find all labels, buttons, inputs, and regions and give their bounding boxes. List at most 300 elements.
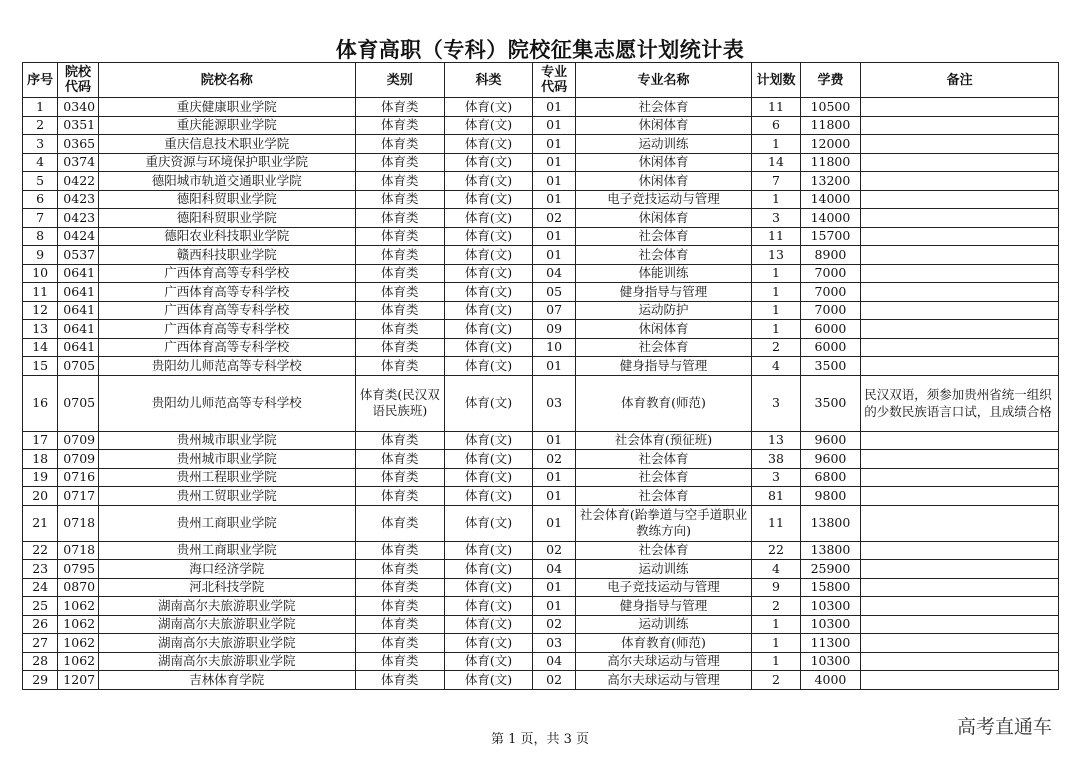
cell-note: 民汉双语，须参加贵州省统一组织的少数民族语言口试，且成绩合格 (861, 375, 1059, 431)
cell-category: 体育类 (355, 541, 444, 560)
cell-school-code: 0705 (58, 375, 98, 431)
cell-school-name: 贵州工程职业学院 (98, 468, 355, 487)
cell-category: 体育类 (355, 116, 444, 135)
cell-subject: 体育(文) (444, 560, 533, 579)
cell-plan: 3 (752, 468, 800, 487)
cell-school-code: 0705 (58, 357, 98, 376)
cell-subject: 体育(文) (444, 190, 533, 209)
cell-subject: 体育(文) (444, 431, 533, 450)
table-row (23, 301, 1059, 320)
cell-major-name: 社会体育 (575, 227, 752, 246)
cell-major-name: 电子竞技运动与管理 (575, 578, 752, 597)
cell-major-code: 04 (533, 264, 575, 283)
cell-plan: 3 (752, 375, 800, 431)
cell-subject: 体育(文) (444, 116, 533, 135)
cell-note (861, 671, 1059, 690)
cell-note (861, 487, 1059, 506)
header-plan: 计划数 (752, 63, 800, 98)
header-category: 类别 (355, 63, 444, 98)
table-row (23, 505, 1059, 541)
cell-plan: 2 (752, 671, 800, 690)
cell-category: 体育类 (355, 153, 444, 172)
cell-seq: 18 (23, 450, 58, 469)
cell-fee: 7000 (800, 301, 861, 320)
table-row (23, 172, 1059, 191)
cell-major-code: 01 (533, 487, 575, 506)
cell-note (861, 357, 1059, 376)
cell-seq: 9 (23, 246, 58, 265)
cell-major-code: 02 (533, 541, 575, 560)
cell-subject: 体育(文) (444, 597, 533, 616)
cell-note (861, 634, 1059, 653)
table-row (23, 541, 1059, 560)
cell-school-code: 0717 (58, 487, 98, 506)
cell-fee: 15700 (800, 227, 861, 246)
cell-category: 体育类 (355, 301, 444, 320)
plan-table-container (22, 62, 1059, 690)
cell-category: 体育类 (355, 671, 444, 690)
page-title: 体育高职（专科）院校征集志愿计划统计表 (335, 38, 745, 62)
cell-school-name: 贵阳幼儿师范高等专科学校 (98, 375, 355, 431)
header-note: 备注 (861, 63, 1059, 98)
cell-category: 体育类 (355, 98, 444, 117)
cell-subject: 体育(文) (444, 634, 533, 653)
cell-school-code: 0709 (58, 431, 98, 450)
cell-subject: 体育(文) (444, 227, 533, 246)
cell-fee: 10300 (800, 615, 861, 634)
cell-subject: 体育(文) (444, 264, 533, 283)
cell-seq: 29 (23, 671, 58, 690)
cell-school-code: 0709 (58, 450, 98, 469)
header-seq: 序号 (23, 63, 58, 98)
table-row (23, 431, 1059, 450)
cell-school-name: 广西体育高等专科学校 (98, 338, 355, 357)
cell-category: 体育类 (355, 338, 444, 357)
cell-school-name: 贵州城市职业学院 (98, 450, 355, 469)
cell-plan: 22 (752, 541, 800, 560)
cell-note (861, 468, 1059, 487)
cell-school-code: 0424 (58, 227, 98, 246)
cell-seq: 26 (23, 615, 58, 634)
cell-major-name: 运动防护 (575, 301, 752, 320)
cell-plan: 2 (752, 597, 800, 616)
cell-major-code: 01 (533, 172, 575, 191)
cell-note (861, 172, 1059, 191)
cell-subject: 体育(文) (444, 450, 533, 469)
cell-fee: 14000 (800, 209, 861, 228)
cell-subject: 体育(文) (444, 246, 533, 265)
cell-fee: 11800 (800, 153, 861, 172)
cell-school-code: 0641 (58, 264, 98, 283)
cell-subject: 体育(文) (444, 338, 533, 357)
cell-school-name: 广西体育高等专科学校 (98, 301, 355, 320)
cell-major-code: 03 (533, 634, 575, 653)
cell-school-code: 0716 (58, 468, 98, 487)
cell-note (861, 560, 1059, 579)
cell-category: 体育类 (355, 172, 444, 191)
cell-category: 体育类 (355, 227, 444, 246)
header-fee: 学费 (800, 63, 861, 98)
cell-seq: 25 (23, 597, 58, 616)
cell-major-code: 02 (533, 671, 575, 690)
table-row (23, 560, 1059, 579)
table-row (23, 338, 1059, 357)
cell-note (861, 209, 1059, 228)
cell-seq: 22 (23, 541, 58, 560)
cell-plan: 38 (752, 450, 800, 469)
cell-subject: 体育(文) (444, 172, 533, 191)
cell-school-code: 0718 (58, 505, 98, 541)
table-row (23, 375, 1059, 431)
cell-major-code: 01 (533, 468, 575, 487)
cell-category: 体育类 (355, 450, 444, 469)
cell-category: 体育类 (355, 431, 444, 450)
cell-school-name: 重庆健康职业学院 (98, 98, 355, 117)
cell-fee: 11300 (800, 634, 861, 653)
cell-major-code: 02 (533, 615, 575, 634)
cell-major-name: 社会体育 (575, 468, 752, 487)
cell-subject: 体育(文) (444, 357, 533, 376)
cell-fee: 6000 (800, 320, 861, 339)
cell-school-name: 重庆能源职业学院 (98, 116, 355, 135)
cell-category: 体育类 (355, 320, 444, 339)
cell-note (861, 116, 1059, 135)
table-row (23, 209, 1059, 228)
cell-subject: 体育(文) (444, 301, 533, 320)
cell-school-code: 0795 (58, 560, 98, 579)
cell-major-name: 社会体育 (575, 338, 752, 357)
cell-fee: 10300 (800, 652, 861, 671)
cell-plan: 1 (752, 634, 800, 653)
table-row (23, 652, 1059, 671)
cell-major-code: 01 (533, 357, 575, 376)
cell-school-name: 湖南高尔夫旅游职业学院 (98, 652, 355, 671)
cell-subject: 体育(文) (444, 468, 533, 487)
cell-major-code: 01 (533, 135, 575, 154)
cell-major-name: 运动训练 (575, 560, 752, 579)
cell-major-code: 01 (533, 98, 575, 117)
cell-fee: 8900 (800, 246, 861, 265)
cell-seq: 4 (23, 153, 58, 172)
cell-school-name: 湖南高尔夫旅游职业学院 (98, 634, 355, 653)
cell-school-name: 德阳城市轨道交通职业学院 (98, 172, 355, 191)
cell-seq: 27 (23, 634, 58, 653)
cell-plan: 3 (752, 209, 800, 228)
cell-subject: 体育(文) (444, 98, 533, 117)
cell-major-name: 社会体育 (575, 246, 752, 265)
cell-seq: 8 (23, 227, 58, 246)
cell-category: 体育类 (355, 487, 444, 506)
cell-subject: 体育(文) (444, 209, 533, 228)
cell-fee: 6000 (800, 338, 861, 357)
cell-category: 体育类 (355, 597, 444, 616)
cell-fee: 10300 (800, 597, 861, 616)
cell-note (861, 227, 1059, 246)
cell-major-code: 04 (533, 560, 575, 579)
cell-major-code: 01 (533, 578, 575, 597)
cell-school-code: 0641 (58, 301, 98, 320)
cell-category: 体育类(民汉双语民族班) (355, 375, 444, 431)
cell-major-name: 电子竞技运动与管理 (575, 190, 752, 209)
cell-plan: 81 (752, 487, 800, 506)
cell-major-code: 09 (533, 320, 575, 339)
cell-note (861, 283, 1059, 302)
cell-seq: 2 (23, 116, 58, 135)
cell-note (861, 190, 1059, 209)
cell-school-code: 0718 (58, 541, 98, 560)
cell-seq: 28 (23, 652, 58, 671)
cell-school-name: 广西体育高等专科学校 (98, 264, 355, 283)
cell-seq: 15 (23, 357, 58, 376)
cell-subject: 体育(文) (444, 487, 533, 506)
table-row (23, 98, 1059, 117)
cell-school-name: 德阳科贸职业学院 (98, 190, 355, 209)
cell-note (861, 301, 1059, 320)
cell-seq: 3 (23, 135, 58, 154)
cell-subject: 体育(文) (444, 615, 533, 634)
cell-major-name: 健身指导与管理 (575, 283, 752, 302)
cell-fee: 6800 (800, 468, 861, 487)
cell-fee: 7000 (800, 283, 861, 302)
cell-fee: 9600 (800, 450, 861, 469)
cell-note (861, 246, 1059, 265)
table-row (23, 671, 1059, 690)
cell-school-code: 0340 (58, 98, 98, 117)
cell-school-name: 湖南高尔夫旅游职业学院 (98, 597, 355, 616)
cell-seq: 20 (23, 487, 58, 506)
cell-major-code: 02 (533, 209, 575, 228)
cell-note (861, 541, 1059, 560)
cell-major-code: 01 (533, 431, 575, 450)
cell-subject: 体育(文) (444, 153, 533, 172)
cell-school-name: 湖南高尔夫旅游职业学院 (98, 615, 355, 634)
cell-plan: 2 (752, 338, 800, 357)
cell-major-code: 04 (533, 652, 575, 671)
cell-plan: 1 (752, 320, 800, 339)
cell-note (861, 135, 1059, 154)
table-row (23, 357, 1059, 376)
table-row (23, 283, 1059, 302)
cell-fee: 25900 (800, 560, 861, 579)
cell-seq: 10 (23, 264, 58, 283)
cell-school-code: 0870 (58, 578, 98, 597)
cell-major-name: 高尔夫球运动与管理 (575, 652, 752, 671)
cell-major-name: 社会体育 (575, 487, 752, 506)
cell-school-code: 0641 (58, 320, 98, 339)
table-row (23, 135, 1059, 154)
table-row (23, 227, 1059, 246)
cell-major-name: 体能训练 (575, 264, 752, 283)
cell-seq: 19 (23, 468, 58, 487)
cell-note (861, 578, 1059, 597)
cell-category: 体育类 (355, 634, 444, 653)
cell-major-name: 休闲体育 (575, 116, 752, 135)
cell-category: 体育类 (355, 357, 444, 376)
table-body (23, 98, 1059, 690)
cell-major-code: 10 (533, 338, 575, 357)
table-row (23, 153, 1059, 172)
cell-school-name: 贵阳幼儿师范高等专科学校 (98, 357, 355, 376)
cell-subject: 体育(文) (444, 541, 533, 560)
cell-school-code: 1207 (58, 671, 98, 690)
cell-plan: 6 (752, 116, 800, 135)
cell-note (861, 450, 1059, 469)
cell-plan: 1 (752, 190, 800, 209)
cell-subject: 体育(文) (444, 375, 533, 431)
cell-seq: 7 (23, 209, 58, 228)
cell-note (861, 264, 1059, 283)
cell-plan: 11 (752, 227, 800, 246)
cell-category: 体育类 (355, 209, 444, 228)
cell-plan: 1 (752, 615, 800, 634)
cell-fee: 7000 (800, 264, 861, 283)
header-subject: 科类 (444, 63, 533, 98)
cell-fee: 9600 (800, 431, 861, 450)
cell-school-name: 贵州工商职业学院 (98, 541, 355, 560)
cell-major-name: 健身指导与管理 (575, 357, 752, 376)
cell-category: 体育类 (355, 560, 444, 579)
cell-school-name: 贵州城市职业学院 (98, 431, 355, 450)
cell-seq: 14 (23, 338, 58, 357)
cell-major-code: 01 (533, 153, 575, 172)
table-row (23, 320, 1059, 339)
cell-school-code: 1062 (58, 634, 98, 653)
cell-seq: 6 (23, 190, 58, 209)
cell-category: 体育类 (355, 652, 444, 671)
cell-school-code: 0374 (58, 153, 98, 172)
cell-category: 体育类 (355, 264, 444, 283)
cell-plan: 1 (752, 652, 800, 671)
cell-subject: 体育(文) (444, 283, 533, 302)
cell-school-name: 重庆资源与环境保护职业学院 (98, 153, 355, 172)
cell-fee: 15800 (800, 578, 861, 597)
cell-school-code: 1062 (58, 652, 98, 671)
cell-fee: 3500 (800, 375, 861, 431)
cell-plan: 7 (752, 172, 800, 191)
header-school-name: 院校名称 (98, 63, 355, 98)
cell-subject: 体育(文) (444, 505, 533, 541)
header-major-name: 专业名称 (575, 63, 752, 98)
table-row (23, 264, 1059, 283)
table-row (23, 468, 1059, 487)
cell-major-code: 01 (533, 116, 575, 135)
cell-school-name: 海口经济学院 (98, 560, 355, 579)
page-footer: 第 1 页，共 3 页 (490, 732, 590, 747)
cell-note (861, 98, 1059, 117)
cell-school-code: 0641 (58, 283, 98, 302)
cell-major-name: 高尔夫球运动与管理 (575, 671, 752, 690)
cell-school-code: 0423 (58, 190, 98, 209)
cell-major-name: 社会体育 (575, 98, 752, 117)
cell-major-code: 07 (533, 301, 575, 320)
cell-seq: 17 (23, 431, 58, 450)
cell-category: 体育类 (355, 578, 444, 597)
cell-plan: 9 (752, 578, 800, 597)
table-row (23, 597, 1059, 616)
cell-note (861, 153, 1059, 172)
header-major-code: 专业代码 (533, 63, 575, 98)
cell-major-name: 社会体育(跆拳道与空手道职业教练方向) (575, 505, 752, 541)
cell-subject: 体育(文) (444, 578, 533, 597)
cell-major-name: 体育教育(师范) (575, 634, 752, 653)
cell-school-code: 1062 (58, 597, 98, 616)
cell-major-name: 社会体育 (575, 541, 752, 560)
cell-plan: 1 (752, 301, 800, 320)
cell-category: 体育类 (355, 246, 444, 265)
cell-fee: 13800 (800, 505, 861, 541)
cell-major-name: 休闲体育 (575, 209, 752, 228)
cell-plan: 4 (752, 357, 800, 376)
cell-school-name: 德阳农业科技职业学院 (98, 227, 355, 246)
cell-major-code: 05 (533, 283, 575, 302)
cell-note (861, 320, 1059, 339)
cell-fee: 13200 (800, 172, 861, 191)
cell-school-name: 赣西科技职业学院 (98, 246, 355, 265)
cell-school-code: 0365 (58, 135, 98, 154)
cell-note (861, 431, 1059, 450)
cell-major-code: 01 (533, 505, 575, 541)
cell-plan: 14 (752, 153, 800, 172)
cell-major-name: 社会体育 (575, 450, 752, 469)
cell-seq: 24 (23, 578, 58, 597)
cell-note (861, 652, 1059, 671)
cell-subject: 体育(文) (444, 135, 533, 154)
table-row (23, 116, 1059, 135)
table-row (23, 634, 1059, 653)
cell-fee: 10500 (800, 98, 861, 117)
cell-subject: 体育(文) (444, 671, 533, 690)
cell-school-code: 0537 (58, 246, 98, 265)
cell-plan: 13 (752, 246, 800, 265)
cell-major-code: 01 (533, 597, 575, 616)
cell-fee: 4000 (800, 671, 861, 690)
cell-seq: 16 (23, 375, 58, 431)
table-header-row (23, 63, 1059, 98)
cell-major-name: 运动训练 (575, 615, 752, 634)
cell-seq: 5 (23, 172, 58, 191)
table-row (23, 578, 1059, 597)
cell-school-code: 0423 (58, 209, 98, 228)
cell-major-name: 休闲体育 (575, 153, 752, 172)
cell-plan: 13 (752, 431, 800, 450)
cell-seq: 12 (23, 301, 58, 320)
cell-category: 体育类 (355, 615, 444, 634)
brand-watermark: 高考直通车 (956, 716, 1052, 738)
cell-plan: 1 (752, 283, 800, 302)
cell-plan: 11 (752, 505, 800, 541)
cell-seq: 11 (23, 283, 58, 302)
cell-major-code: 01 (533, 246, 575, 265)
plan-table (22, 62, 1059, 690)
cell-seq: 21 (23, 505, 58, 541)
cell-subject: 体育(文) (444, 652, 533, 671)
cell-major-name: 社会体育(预征班) (575, 431, 752, 450)
cell-fee: 14000 (800, 190, 861, 209)
cell-plan: 1 (752, 135, 800, 154)
cell-note (861, 597, 1059, 616)
cell-note (861, 615, 1059, 634)
cell-subject: 体育(文) (444, 320, 533, 339)
cell-major-code: 03 (533, 375, 575, 431)
cell-category: 体育类 (355, 135, 444, 154)
cell-school-name: 广西体育高等专科学校 (98, 283, 355, 302)
cell-major-name: 体育教育(师范) (575, 375, 752, 431)
cell-note (861, 505, 1059, 541)
table-row (23, 190, 1059, 209)
cell-plan: 1 (752, 264, 800, 283)
cell-school-name: 贵州工商职业学院 (98, 505, 355, 541)
cell-major-name: 休闲体育 (575, 172, 752, 191)
